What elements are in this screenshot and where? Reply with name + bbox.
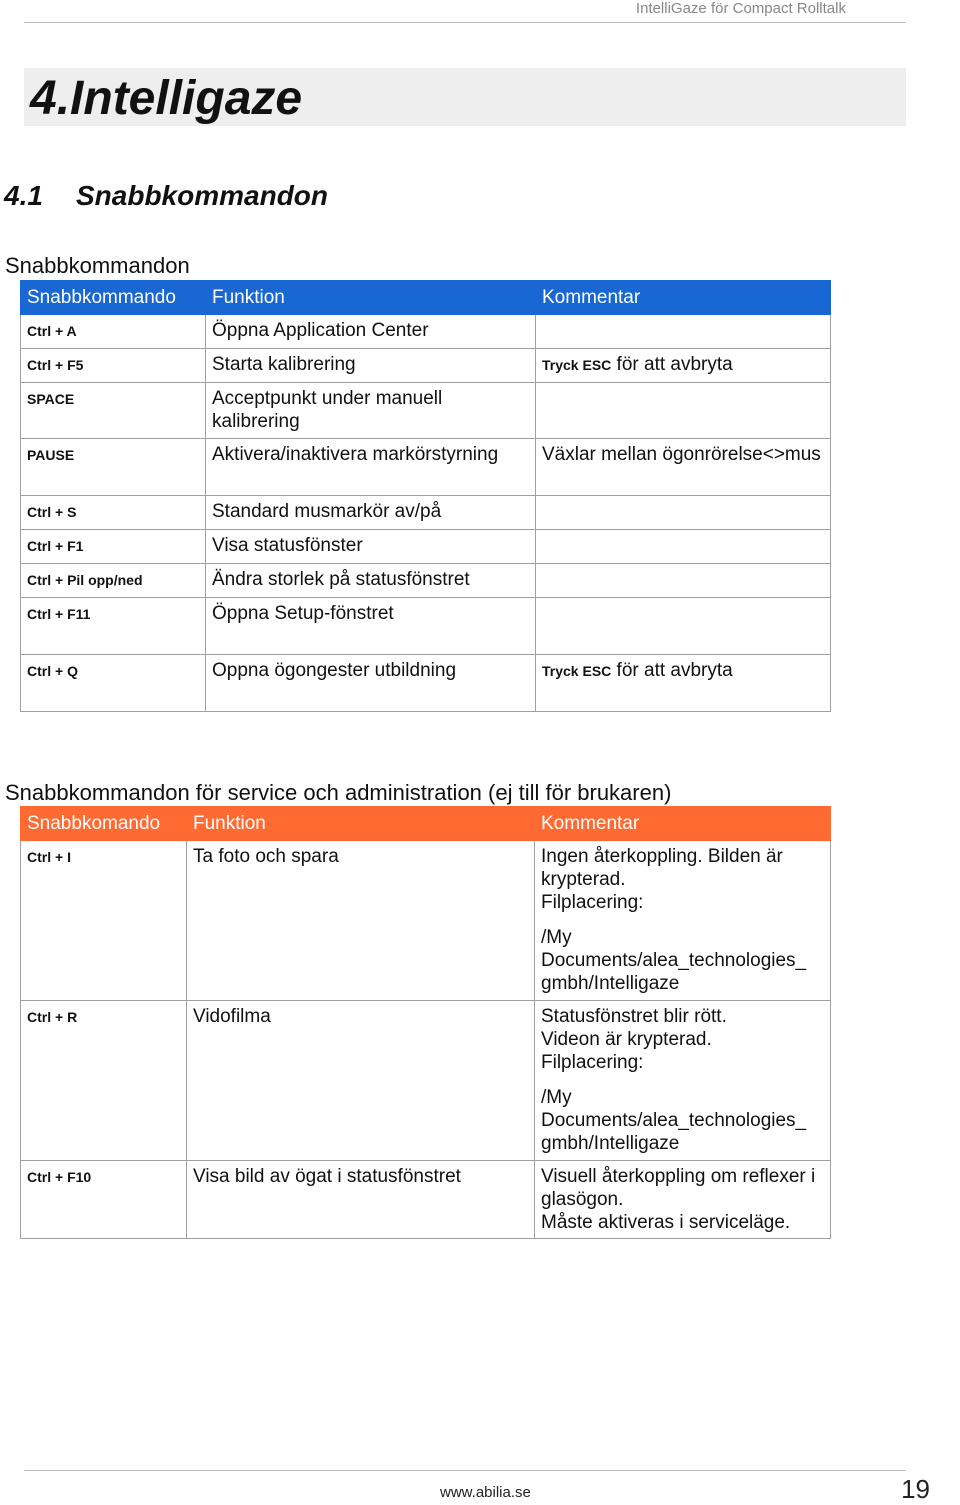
table-row (21, 1001, 831, 1161)
shortcut-key: Ctrl + Pil opp/ned (21, 564, 206, 598)
shortcut-comment (536, 655, 831, 712)
comment-line: Filplacering: (541, 892, 644, 913)
comment-esc-hint: Tryck ESC (542, 663, 612, 679)
table-row (21, 655, 831, 712)
chapter-title: 4.Intelligaze (30, 72, 303, 125)
table-row (21, 383, 831, 439)
header-function: Funktion (206, 281, 536, 315)
shortcut-function: Öppna Setup-fönstret (206, 598, 536, 655)
shortcut-key: PAUSE (21, 439, 206, 496)
shortcut-function: Ta foto och spara (187, 841, 535, 1001)
comment-line: Statusfönstret blir rött. (541, 1006, 727, 1027)
shortcut-key: Ctrl + S (21, 496, 206, 530)
running-header (24, 0, 906, 23)
shortcut-comment (536, 496, 831, 530)
table-header-row (21, 807, 831, 841)
shortcut-function: Oppna ögongester utbildning (206, 655, 536, 712)
comment-line: Ingen återkoppling. Bilden är krypterad. (541, 846, 783, 890)
shortcut-comment (536, 530, 831, 564)
comment-line: Filplacering: (541, 1052, 644, 1073)
header-comment: Kommentar (535, 807, 831, 841)
shortcut-comment (536, 564, 831, 598)
table-row (21, 496, 831, 530)
table-row (21, 439, 831, 496)
shortcut-comment: Växlar mellan ögonrörelse<>mus (536, 439, 831, 496)
shortcut-function: Visa bild av ögat i statusfönstret (187, 1161, 535, 1239)
shortcut-key: Ctrl + A (21, 315, 206, 349)
shortcut-key: Ctrl + F10 (21, 1161, 187, 1239)
shortcut-key: Ctrl + I (21, 841, 187, 1001)
shortcut-comment (535, 1161, 831, 1239)
shortcut-comment (535, 1001, 831, 1161)
table2-caption: Snabbkommandon för service och administration (ej till för brukaren) (5, 780, 672, 805)
comment-text: för att avbryta (611, 660, 733, 681)
header-key: Snabbkommando (21, 281, 206, 315)
table1-caption: Snabbkommandon (5, 253, 190, 278)
section-title: Snabbkommandon (76, 180, 329, 211)
table-row (21, 315, 831, 349)
shortcut-function: Öppna Application Center (206, 315, 536, 349)
shortcut-key: Ctrl + Q (21, 655, 206, 712)
shortcut-key: SPACE (21, 383, 206, 439)
file-path: /My Documents/alea_technologies_ gmbh/Intelligaze (541, 1087, 807, 1154)
shortcut-function: Aktivera/inaktivera markörstyrning (206, 439, 536, 496)
shortcut-function: Starta kalibrering (206, 349, 536, 383)
shortcut-function: Ändra storlek på statusfönstret (206, 564, 536, 598)
section-heading (4, 178, 328, 214)
shortcut-function: Standard musmarkör av/på (206, 496, 536, 530)
footer-url: www.abilia.se (440, 1484, 531, 1501)
header-function: Funktion (187, 807, 535, 841)
table-row (21, 841, 831, 1001)
section-number: 4.1 (4, 180, 43, 211)
table-row (21, 530, 831, 564)
shortcut-table (20, 280, 831, 712)
shortcut-function: Acceptpunkt under manuell kalibrering (206, 383, 536, 439)
comment-esc-hint: Tryck ESC (542, 357, 612, 373)
running-title: IntelliGaze för Compact Rolltalk (635, 0, 846, 17)
table-row (21, 349, 831, 383)
file-path: /My Documents/alea_technologies_ gmbh/Intelligaze (541, 927, 807, 994)
shortcut-key: Ctrl + R (21, 1001, 187, 1161)
shortcut-function: Visa statusfönster (206, 530, 536, 564)
comment-spacer (541, 1074, 824, 1086)
shortcut-key: Ctrl + F5 (21, 349, 206, 383)
table-row (21, 598, 831, 655)
comment-line: Videon är krypterad. (541, 1029, 712, 1050)
shortcut-comment (536, 383, 831, 439)
footer-rule (24, 1470, 906, 1471)
service-shortcut-table (20, 806, 831, 1239)
comment-line: Visuell återkoppling om reflexer i glasögon. (541, 1166, 816, 1210)
page-number: 19 (901, 1474, 930, 1504)
shortcut-comment (536, 315, 831, 349)
header-key: Snabbkomando (21, 807, 187, 841)
shortcut-comment (536, 349, 831, 383)
shortcut-key: Ctrl + F1 (21, 530, 206, 564)
table-row (21, 1161, 831, 1239)
shortcut-comment (536, 598, 831, 655)
shortcut-key: Ctrl + F11 (21, 598, 206, 655)
comment-text: för att avbryta (611, 354, 733, 375)
comment-line: Måste aktiveras i serviceläge. (541, 1212, 791, 1233)
shortcut-function: Vidofilma (187, 1001, 535, 1161)
table-header-row (21, 281, 831, 315)
header-comment: Kommentar (536, 281, 831, 315)
shortcut-comment (535, 841, 831, 1001)
table-row (21, 564, 831, 598)
comment-spacer (541, 914, 824, 926)
